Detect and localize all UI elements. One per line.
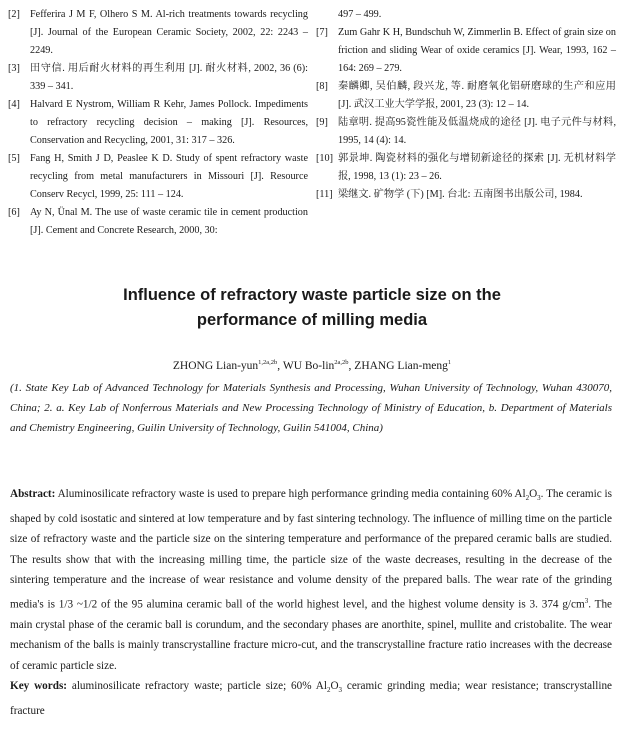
subscript: 3 xyxy=(537,494,541,503)
subscript: 3 xyxy=(338,686,343,695)
reference-item xyxy=(316,150,616,186)
reference-text: 田守信. 用后耐火材料的再生利用 [J]. 耐火材料, 2002, 36 (6): 339 – 341. xyxy=(30,63,308,92)
abstract-block xyxy=(10,484,612,722)
abstract-text: . The ceramic is shaped by cold isostatic and sintered at low temperature and by fast sintering technology. The influence of milling time on the particle size of refractory waste and the particle size on the sintering temperature and performance of the prepared ceramic balls are studied. The results show that with the increasing milling time, the particle size of the waste decreases, resulting in the decrease of the sintering temperature and the increase of wear resistance and volume density of the prepared balls. The wear rate of the grinding media's is 1/3 ~1/2 of the 95 alumina ceramic ball of the world highest level, and the highest volume density is 3. 374 g/cm xyxy=(10,488,612,611)
reference-item xyxy=(316,24,616,78)
affiliation: (1. State Key Lab of Advanced Technology for Materials Synthesis and Processing, Wuhan University of Technology, Wuhan 430070, China; 2. a. Key Lab of Nonferrous Materials and New Processing Technology of Ministry of Education, b. Department of Materials and Chemistry Engineering, Guilin University of Technology, Guilin 541004, China) xyxy=(10,382,612,434)
reference-number: [9] xyxy=(316,117,328,128)
reference-number: [3] xyxy=(8,63,20,74)
reference-item xyxy=(8,96,308,150)
reference-text: Halvard E Nystrom, William R Kehr, James Pollock. Impediments to refractory recycling decision – making [J]. Resources, Conservation and Recycling, 2001, 31: 317 – 326. xyxy=(30,99,308,146)
title-line-2: performance of milling media xyxy=(196,311,428,329)
superscript: 3 xyxy=(584,596,589,605)
title-line-1: Influence of refractory waste particle size on the xyxy=(123,286,501,304)
author-affiliation-mark: 1 xyxy=(447,359,452,366)
author-name: WU Bo-lin xyxy=(282,359,335,372)
keywords-text: aluminosilicate refractory waste; particle size; 60% Al xyxy=(67,680,327,693)
reference-item xyxy=(316,6,616,24)
reference-text: 497 – 499. xyxy=(338,9,382,20)
reference-text: Ay N, Ünal M. The use of waste ceramic tile in cement production [J]. Cement and Concrete Research, 2000, 30: xyxy=(30,207,308,236)
reference-text: Zum Gahr K H, Bundschuh W, Zimmerlin B. Effect of grain size on friction and sliding Wear of oxide ceramics [J]. Wear, 1993, 162 – 164: 269 – 279. xyxy=(338,27,616,74)
reference-item xyxy=(8,60,308,96)
reference-item xyxy=(8,6,308,60)
reference-text: 陆章明. 提高95瓷性能及低温烧成的途径 [J]. 电子元件与材料, 1995, 14 (4): 14. xyxy=(338,117,616,146)
keywords-text: ceramic grinding media; wear resistance; transcrystalline fracture xyxy=(10,680,613,718)
paper-title xyxy=(0,283,624,333)
reference-number: [2] xyxy=(8,9,20,20)
reference-item xyxy=(316,78,616,114)
author-list: ZHONG Lian-yun$^{1,2a,2b}$, WU Bo-lin$^{2a,2b}$, ZHANG Lian-meng$^1$ xyxy=(172,359,452,372)
keywords xyxy=(10,676,612,721)
reference-number: [10] xyxy=(316,153,333,164)
reference-text: 秦麟卿, 吴伯麟, 段兴龙, 等. 耐磨氧化铝研磨球的生产和应用 [J]. 武汉工业大学学报, 2001, 23 (3): 12 – 14. xyxy=(338,81,616,110)
abstract-text: O xyxy=(529,488,538,500)
reference-number xyxy=(316,6,338,24)
reference-number: [7] xyxy=(316,27,328,38)
reference-text: 梁继文. 矿物学 (下) [M]. 台北: 五南图书出版公司, 1984. xyxy=(338,189,583,200)
reference-column-right xyxy=(316,6,616,204)
reference-text: 郭景坤. 陶瓷材料的强化与增韧新途径的探索 [J]. 无机材料学报, 1998, 13 (1): 23 – 26. xyxy=(338,153,616,182)
subscript: 2 xyxy=(525,494,530,503)
subscript: 2 xyxy=(326,686,331,695)
abstract-text: . The main crystal phase of the ceramic ball is corundum, and the secondary phases are anorthite, spinel, mullite and cristobalite. The wear mechanism of the balls is mainly transcrystalline fracture micro-cut, and the transcrystalline fracture ratio increases with the decrease of ceramic particle size. xyxy=(10,598,612,672)
reference-number: [6] xyxy=(8,207,20,218)
abstract-label: Abstract: xyxy=(10,488,56,500)
keywords-text: O xyxy=(330,680,339,693)
abstract-text: Aluminosilicate refractory waste is used to prepare high performance grinding media containing 60% Al xyxy=(55,488,526,500)
abstract-paragraph xyxy=(10,484,612,676)
reference-number: [8] xyxy=(316,81,328,92)
reference-item xyxy=(316,114,616,150)
author-name: ZHONG Lian-yun xyxy=(172,359,259,372)
reference-item xyxy=(8,204,308,240)
author-affiliation-mark: 2a,2b xyxy=(334,359,349,366)
keywords-label: Key words: xyxy=(10,680,68,693)
author-affiliation-mark: 1,2a,2b xyxy=(258,359,278,366)
reference-number: [5] xyxy=(8,153,20,164)
author-name: ZHANG Lian-meng xyxy=(354,359,448,372)
reference-column-left xyxy=(8,6,308,240)
reference-number: [11] xyxy=(316,189,333,200)
reference-text: Fang H, Smith J D, Peaslee K D. Study of spent refractory waste recycling from metal manufacturers in Missouri [J]. Resource Conserv Recycl, 1999, 25: 111 – 124. xyxy=(30,153,308,200)
reference-item xyxy=(316,186,616,204)
reference-number: [4] xyxy=(8,99,20,110)
reference-item xyxy=(8,150,308,204)
reference-text: Fefferira J M F, Olhero S M. Al-rich treatments towards recycling [J]. Journal of the European Ceramic Society, 2002, 22: 2243 – 2249. xyxy=(30,9,308,56)
